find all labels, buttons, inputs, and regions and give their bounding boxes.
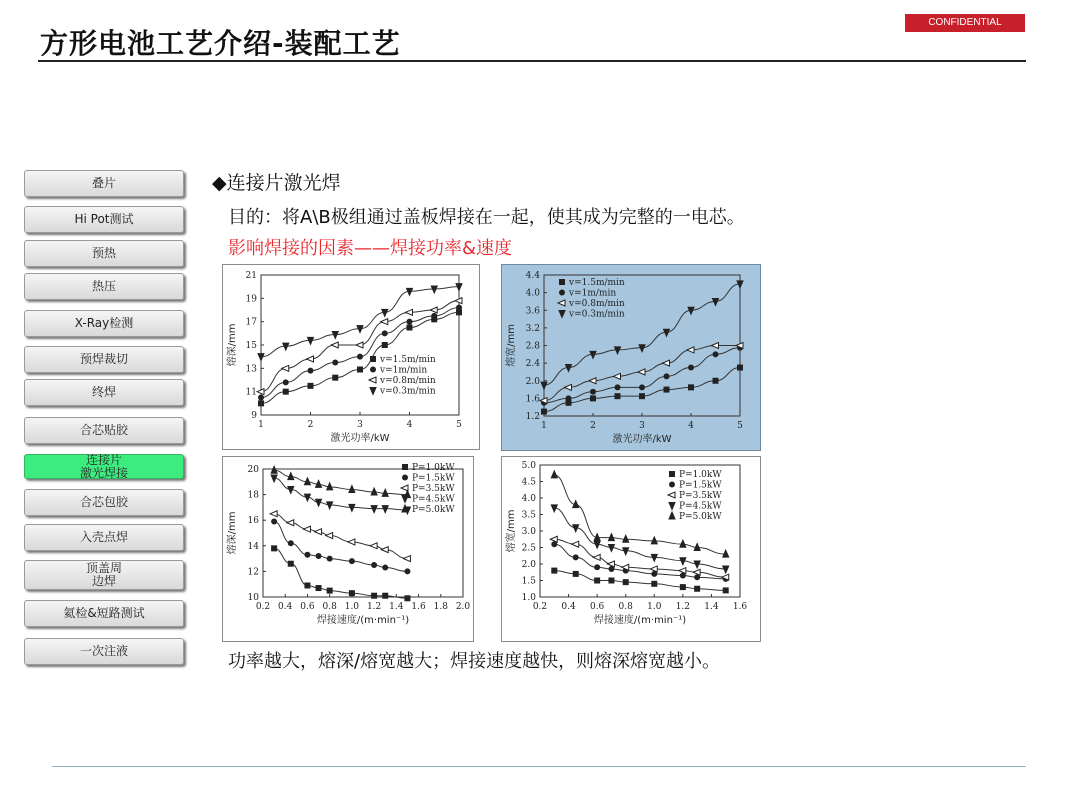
data-point: [594, 578, 600, 584]
data-point: [271, 518, 277, 524]
x-tick-label: 1.6: [411, 602, 426, 612]
legend-marker: [669, 512, 675, 519]
data-point: [326, 533, 333, 539]
y-tick-label: 1.0: [521, 593, 536, 603]
x-tick-label: 1.0: [344, 602, 360, 612]
data-point: [348, 539, 355, 545]
y-tick-label: 16: [247, 516, 259, 527]
data-point: [349, 590, 355, 596]
data-point: [357, 354, 363, 360]
sidebar-item-label: 顶盖周 边焊: [85, 561, 122, 588]
x-tick-label: 1.8: [433, 602, 448, 612]
data-point: [327, 588, 333, 594]
data-point: [590, 389, 596, 395]
legend-marker: [402, 464, 408, 470]
data-point: [623, 579, 629, 585]
factors-text: 影响焊接的因素——焊接功率&速度: [228, 238, 513, 259]
data-point: [590, 395, 596, 401]
legend-marker: [370, 388, 376, 395]
sidebar-item-label: 一次注液: [79, 644, 128, 658]
legend-marker: [559, 311, 565, 318]
y-tick-label: 2.0: [525, 376, 540, 387]
y-tick-label: 14: [247, 541, 259, 552]
x-axis-label: 激光功率/kW: [612, 434, 672, 445]
legend-entry: P=4.5kW: [412, 494, 455, 505]
data-point: [304, 582, 310, 588]
sidebar-item-core-wrapping[interactable]: [24, 489, 184, 516]
sidebar-item-label: 热压: [91, 279, 116, 293]
x-tick-label: 0.6: [589, 602, 605, 612]
data-point: [541, 409, 547, 415]
legend-entry: v=1.5m/min: [380, 355, 436, 365]
purpose-text: 目的：将A\B极组通过盖板焊接在一起，使其成为完整的一电芯。: [228, 207, 745, 228]
data-point: [694, 586, 700, 592]
data-point: [308, 383, 314, 389]
sidebar-item-label: 合芯贴胶: [79, 423, 128, 437]
data-point: [737, 365, 743, 371]
data-point: [332, 375, 338, 381]
sidebar-item-label: 预热: [91, 246, 116, 260]
data-point: [403, 556, 410, 562]
legend-entry: P=1.5kW: [412, 473, 455, 484]
sidebar-item-label: 入壳点焊: [79, 530, 128, 544]
data-point: [316, 553, 322, 559]
data-point: [639, 384, 645, 390]
data-point: [456, 305, 462, 311]
y-axis-label: 熔宽/mm: [506, 509, 517, 553]
y-tick-label: 3.6: [525, 306, 540, 317]
legend-entry: P=5.0kW: [412, 505, 455, 515]
legend-entry: v=0.3m/min: [380, 386, 436, 397]
x-tick-label: 1.6: [732, 602, 748, 612]
sidebar-item-first-injection[interactable]: [24, 638, 184, 665]
data-point: [688, 365, 694, 371]
sidebar-item-xray-inspection[interactable]: [24, 310, 184, 337]
data-point: [371, 593, 377, 599]
legend-entry: P=1.0kW: [679, 470, 722, 480]
legend-entry: v=0.8m/min: [569, 299, 625, 309]
section-heading-text: 连接片激光焊: [226, 172, 341, 194]
data-point: [288, 561, 294, 567]
data-point: [551, 568, 557, 574]
legend-entry: v=1m/min: [380, 365, 428, 376]
data-point: [615, 384, 621, 390]
data-point: [680, 584, 686, 590]
y-tick-label: 18: [247, 490, 259, 501]
y-tick-label: 3.2: [525, 323, 540, 334]
legend-marker: [559, 279, 565, 285]
data-point: [713, 351, 719, 357]
conclusion-text: 功率越大，熔深/熔宽越大；焊接速度越快，则熔深熔宽越小。: [228, 651, 721, 672]
data-point: [566, 395, 572, 401]
y-tick-label: 4.0: [525, 288, 540, 299]
data-point: [258, 395, 264, 401]
sidebar-item-label: 叠片: [91, 176, 116, 190]
sidebar-item-laser-welding[interactable]: [24, 454, 184, 479]
data-point: [327, 556, 333, 562]
data-point: [723, 566, 729, 573]
data-point: [407, 319, 413, 325]
data-point: [356, 342, 363, 348]
sidebar-item-casing-spot-weld[interactable]: [24, 524, 184, 551]
y-tick-label: 3.0: [521, 527, 536, 537]
y-tick-label: 2.5: [521, 543, 536, 554]
y-axis-label: 熔深/mm: [227, 511, 238, 555]
chart-svg: [223, 265, 479, 449]
series-line: [274, 470, 407, 494]
data-point: [407, 325, 413, 331]
y-tick-label: 1.5: [521, 576, 536, 587]
data-point: [382, 342, 388, 348]
sidebar-item-label: 连接片 激光焊接: [79, 452, 128, 480]
sidebar-item-label: 氦检&短路测试: [63, 606, 145, 620]
y-axis-label: 熔宽/mm: [506, 324, 517, 367]
data-point: [614, 373, 621, 379]
x-axis-label: 焊接速度/(m·min⁻¹): [316, 615, 410, 626]
y-tick-label: 3.5: [521, 510, 536, 521]
y-tick-label: 12: [247, 567, 259, 578]
legend-marker: [402, 475, 408, 481]
chart-width-vs-speed: [501, 456, 761, 642]
data-point: [332, 360, 338, 366]
data-point: [713, 378, 719, 384]
x-tick-label: 3: [357, 420, 363, 430]
y-tick-label: 2.0: [521, 560, 536, 570]
data-point: [608, 534, 614, 541]
legend-entry: v=0.3m/min: [569, 309, 625, 320]
x-tick-label: 5: [456, 420, 462, 430]
data-point: [615, 393, 621, 399]
data-point: [303, 526, 310, 532]
x-tick-label: 3: [639, 421, 645, 431]
data-point: [382, 330, 388, 336]
confidential-badge: CONFIDENTIAL: [905, 14, 1025, 32]
sidebar-item-core-taping[interactable]: [24, 417, 184, 444]
legend-entry: P=1.5kW: [679, 480, 722, 491]
y-tick-label: 5.0: [521, 461, 536, 471]
x-tick-label: 1.2: [366, 602, 382, 612]
section-heading: [212, 168, 341, 195]
x-axis-label: 激光功率/kW: [330, 433, 390, 444]
y-tick-label: 19: [245, 294, 257, 305]
x-tick-label: 4: [406, 420, 413, 430]
chart-svg: [502, 457, 760, 641]
data-point: [608, 578, 614, 584]
data-point: [651, 581, 657, 587]
chart-svg: [502, 265, 760, 450]
data-point: [573, 554, 579, 560]
chart-svg: [223, 457, 473, 641]
x-tick-label: 0.2: [532, 602, 548, 612]
x-tick-label: 1.4: [704, 602, 719, 612]
data-point: [430, 307, 437, 313]
y-tick-label: 21: [245, 271, 257, 281]
data-point: [283, 389, 289, 395]
data-point: [271, 466, 277, 473]
data-point: [594, 564, 600, 570]
sidebar-item-preheat[interactable]: [24, 240, 184, 267]
data-point: [723, 587, 729, 593]
data-point: [308, 368, 314, 374]
data-point: [638, 369, 645, 375]
legend-marker: [369, 377, 376, 383]
sidebar-item-label: 合芯包胶: [79, 495, 128, 509]
y-tick-label: 2.4: [525, 359, 540, 370]
data-point: [541, 382, 547, 389]
data-point: [282, 365, 289, 371]
data-point: [639, 393, 645, 399]
y-tick-label: 1.2: [525, 412, 540, 422]
legend-marker: [669, 482, 675, 488]
x-tick-label: 1: [258, 420, 264, 430]
data-point: [270, 511, 277, 517]
data-point: [381, 319, 388, 325]
legend-entry: v=0.8m/min: [380, 376, 436, 386]
data-point: [371, 562, 377, 568]
sidebar-item-label: 预焊裁切: [79, 352, 128, 366]
data-point: [315, 529, 322, 535]
page-title: 方形电池工艺介绍-装配工艺: [40, 27, 401, 60]
sidebar-item-top-cover-weld[interactable]: [24, 560, 184, 590]
y-tick-label: 2.8: [525, 341, 540, 352]
legend-marker: [558, 300, 565, 306]
x-tick-label: 0.2: [255, 602, 271, 612]
x-tick-label: 4: [688, 421, 694, 431]
chart-depth-vs-speed: [222, 456, 474, 642]
data-point: [271, 545, 277, 551]
legend-entry: P=3.5kW: [679, 491, 722, 501]
footer-divider: [52, 766, 1026, 767]
y-tick-label: 1.6: [525, 394, 540, 405]
legend-marker: [370, 367, 376, 373]
x-tick-label: 1.4: [389, 602, 404, 612]
y-tick-label: 15: [245, 341, 257, 351]
legend-marker: [669, 471, 675, 477]
data-point: [688, 384, 694, 390]
x-tick-label: 0.8: [618, 602, 633, 612]
data-point: [406, 309, 413, 315]
data-point: [382, 565, 388, 571]
y-tick-label: 4.5: [521, 477, 536, 488]
data-point: [349, 558, 355, 564]
legend-marker: [669, 503, 675, 510]
data-point: [404, 568, 410, 574]
sidebar-item-stacking[interactable]: [24, 170, 184, 197]
y-tick-label: 9: [251, 411, 257, 421]
data-point: [283, 379, 289, 385]
legend-entry: P=1.0kW: [412, 463, 455, 473]
chart-depth-vs-power: [222, 264, 480, 450]
legend-marker: [668, 492, 675, 498]
x-tick-label: 2.0: [455, 602, 471, 612]
legend-entry: v=1m/min: [569, 288, 617, 299]
x-axis-label: 焊接速度/(m·min⁻¹): [593, 615, 687, 626]
data-point: [382, 593, 388, 599]
sidebar-item-pre-weld-cutting[interactable]: [24, 346, 184, 373]
x-tick-label: 5: [737, 421, 743, 431]
legend-entry: P=5.0kW: [679, 512, 722, 522]
series-line: [274, 548, 407, 598]
legend-marker: [401, 485, 408, 491]
data-point: [551, 471, 557, 478]
sidebar-item-label: 终焊: [91, 385, 116, 399]
data-point: [565, 384, 572, 390]
data-point: [331, 342, 338, 348]
y-tick-label: 13: [245, 364, 257, 375]
data-point: [258, 400, 264, 406]
x-tick-label: 0.6: [300, 602, 315, 612]
data-point: [381, 547, 388, 553]
data-point: [664, 387, 670, 393]
x-tick-label: 2: [590, 421, 596, 431]
y-tick-label: 4.0: [521, 494, 536, 504]
data-point: [593, 554, 600, 560]
y-tick-label: 10: [247, 593, 259, 603]
sidebar-item-final-weld[interactable]: [24, 379, 184, 406]
data-point: [589, 378, 596, 384]
legend-marker: [370, 356, 376, 362]
legend-entry: v=1.5m/min: [569, 278, 625, 288]
sidebar-item-hipot-test[interactable]: [24, 206, 184, 233]
y-tick-label: 4.4: [525, 271, 540, 281]
data-point: [307, 356, 314, 362]
legend-entry: P=4.5kW: [679, 501, 722, 512]
data-point: [357, 367, 363, 373]
data-point: [370, 543, 377, 549]
data-point: [258, 354, 264, 361]
y-axis-label: 熔深/mm: [227, 323, 238, 367]
x-tick-label: 1.2: [675, 602, 691, 612]
data-point: [712, 343, 719, 349]
diamond-bullet-icon: ◆: [212, 172, 227, 194]
x-tick-label: 0.4: [278, 602, 293, 612]
x-tick-label: 0.4: [561, 602, 576, 612]
data-point: [572, 541, 579, 547]
data-point: [316, 585, 322, 591]
sidebar-item-helium-short-test[interactable]: [24, 600, 184, 627]
sidebar-item-label: X-Ray检测: [74, 316, 134, 330]
data-point: [288, 540, 294, 546]
chart-width-vs-power: [501, 264, 761, 451]
y-tick-label: 20: [247, 465, 259, 475]
x-tick-label: 0.8: [322, 602, 337, 612]
data-point: [663, 360, 670, 366]
data-point: [404, 595, 410, 601]
data-point: [573, 571, 579, 577]
sidebar-item-label: Hi Pot测试: [74, 212, 134, 226]
data-point: [664, 373, 670, 379]
title-divider: [38, 60, 1026, 62]
sidebar-item-hot-press[interactable]: [24, 273, 184, 300]
data-point: [287, 520, 294, 526]
legend-marker: [559, 290, 565, 296]
legend-entry: P=3.5kW: [412, 484, 455, 494]
y-tick-label: 17: [245, 317, 257, 328]
data-point: [431, 313, 437, 319]
data-point: [687, 347, 694, 353]
y-tick-label: 11: [245, 387, 257, 398]
x-tick-label: 1: [541, 421, 547, 431]
x-tick-label: 2: [307, 420, 314, 430]
x-tick-label: 1.0: [647, 602, 662, 612]
data-point: [304, 552, 310, 558]
